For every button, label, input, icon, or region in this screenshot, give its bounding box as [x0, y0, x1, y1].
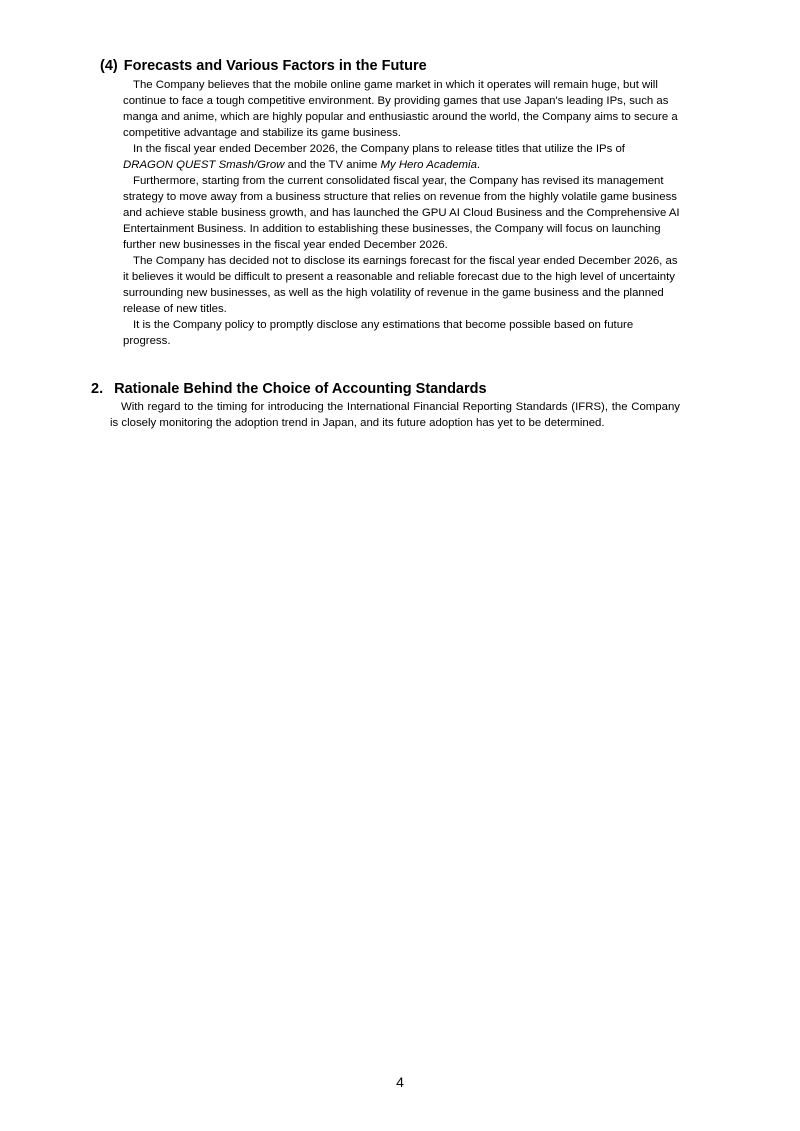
section-number: (4) [100, 58, 118, 74]
paragraph-disclosure-policy: It is the Company policy to promptly disclose any estimations that become possible based on future progress. [123, 319, 634, 347]
section-number: 2. [91, 381, 104, 397]
paragraph-strategy: Furthermore, starting from the current consolidated fiscal year, the Company has revised its management strategy to move away from a business structure that relies on revenue from the highly volatile game business and achieve stable business growth, and has launched the GPU AI Cloud Business and the Comprehensive AI Entertainment Business. In addition to establishing these businesses, the Company will focus on launching further new businesses in the fiscal year ended December 2026. [123, 175, 680, 251]
section-body-accounting [110, 399, 680, 431]
text-span: . [476, 159, 481, 171]
section-heading-accounting [91, 380, 487, 399]
paragraph-ifrs: With regard to the timing for introducing the International Financial Reporting Standards (IFRS), the Company is closely monitoring the adoption trend in Japan, and its future adoption has yet to be determined. [110, 401, 680, 429]
section-heading-forecasts [100, 57, 427, 76]
paragraph-earnings-forecast: The Company has decided not to disclose its earnings forecast for the fiscal year ended December 2026, as it believes it would be difficult to present a reasonable and reliable forecast due to the high level of uncertainty surrounding new businesses, as well as the high volatility of revenue in the game business and the planned release of new titles. [123, 255, 678, 315]
section-title: Rationale Behind the Choice of Accounting Standards [114, 381, 487, 397]
page-number: 4 [396, 1074, 404, 1090]
title-my-hero-academia: My Hero Academia [380, 159, 477, 171]
title-dragon-quest: DRAGON QUEST Smash/Grow [123, 159, 285, 171]
section-title: Forecasts and Various Factors in the Future [123, 58, 427, 74]
text-span: In the fiscal year ended December 2026, the Company plans to release titles that utilize the IPs of [133, 143, 625, 155]
paragraph-market-outlook: The Company believes that the mobile online game market in which it operates will remain huge, but will continue to face a tough competitive environment. By providing games that use Japan's leading IPs, such as manga and anime, which are highly popular and enthusiastic around the world, the Company aims to secure a competitive advantage and stabilize its game business. [123, 79, 678, 139]
section-body-forecasts [123, 77, 683, 349]
text-span: and the TV anime [287, 159, 378, 171]
paragraph-title-releases [123, 141, 683, 173]
